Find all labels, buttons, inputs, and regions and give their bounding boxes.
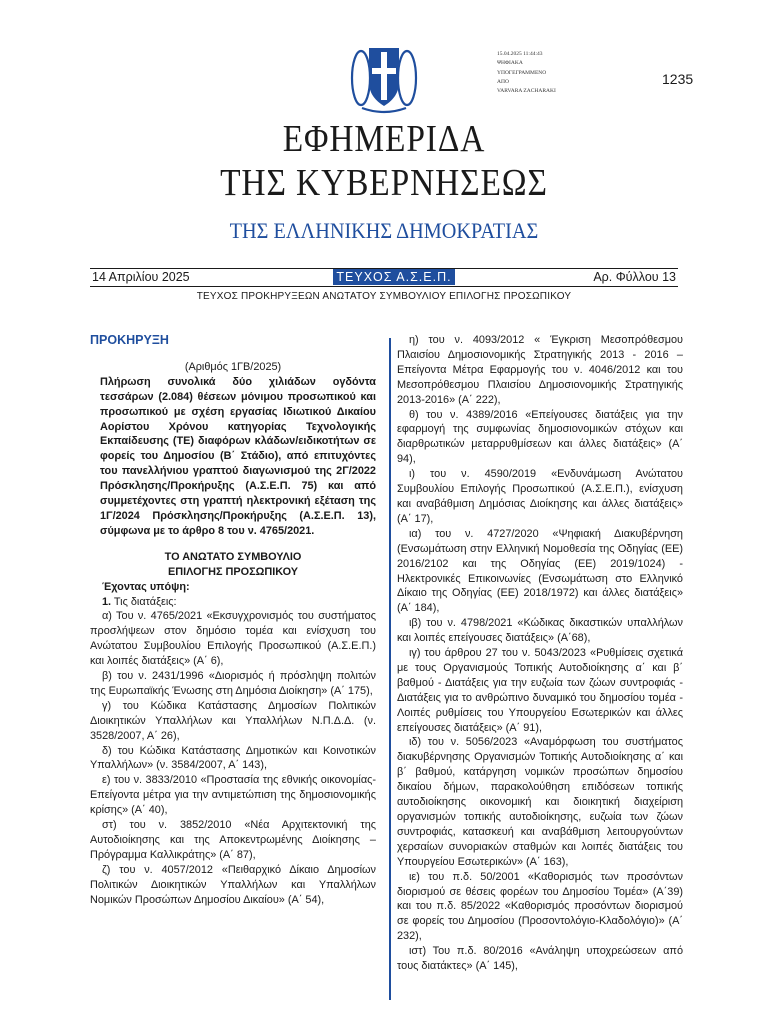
provision-paragraph: ια) του ν. 4727/2020 «Ψηφιακή Διακυβέρνηση (Ενσωμάτωση στην Ελληνική Νομοθεσία της Οδηγίας (ΕΕ) 2016/2102 και της Οδηγίας (ΕΕ) 2019/1024) - Ηλεκτρονικές Επικοινωνίες (Ενσωμάτωση στο Ελληνικό Δίκαιο της Οδηγίας (ΕΕ) 2018/1972) και άλλες διατάξεις» (Α΄ 184),: [397, 527, 683, 615]
issue-badge: ΤΕΥΧΟΣ Α.Σ.Ε.Π.: [333, 269, 455, 285]
provision-paragraph: ζ) του ν. 4057/2012 «Πειθαρχικό Δίκαιο Δημοσίων Πολιτικών Διοικητικών Υπαλλήλων και Υπαλλήλων Νομικών Προσώπων Δημοσίου Δικαίου» (Α΄ 54),: [90, 863, 376, 906]
right-column: [397, 333, 683, 974]
sheet-number: Αρ. Φύλλου 13: [593, 270, 676, 284]
gazette-subtitle: ΤΗΣ ΕΛΛΗΝΙΚΗΣ ΔΗΜΟΚΡΑΤΙΑΣ: [229, 218, 539, 243]
provision-paragraph: ιγ) του άρθρου 27 του ν. 5043/2023 «Ρυθμίσεις σχετικά με τους Οργανισμούς Τοπικής Αυτοδιοίκησης α΄ και β΄ βαθμού - Διατάξεις για την ευζωία των ζώων συντροφιάς - Διατάξεις για το ανθρώπινο δυναμικό του δημοσίου τομέα - Λοιπές ρυθμίσεις του Υπουργείου Εσωτερικών και άλλες επείγουσες διατάξεις» (Α΄ 91),: [397, 647, 683, 734]
issue-date: 14 Απριλίου 2025: [92, 270, 190, 284]
provision-paragraph: ιστ) Του π.δ. 80/2016 «Ανάληψη υποχρεώσεων από τους διατάκτες» (Α΄ 145),: [397, 945, 683, 973]
signature-line: 15.04.2025 11:44:43: [497, 51, 543, 57]
signature-line: VARVARA ZACHARAKI: [497, 88, 556, 95]
series-title: ΤΕΥΧΟΣ ΠΡΟΚΗΡΥΞΕΩΝ ΑΝΩΤΑΤΟΥ ΣΥΜΒΟΥΛΙΟΥ ΕΠΙΛΟΓΗΣ ΠΡΟΣΩΠΙΚΟΥ: [196, 291, 572, 302]
provision-paragraph: ιε) του π.δ. 50/2001 «Καθορισμός των προσόντων διορισμού σε θέσεις φορέων του Δημοσίου Τομέα» (Α΄39) και του π.δ. 85/2022 «Καθορισμός προσόντων διορισμού σε φορείς του Δημοσίου (Προσοντολόγιο-Κλαδολόγιο)» (Α΄ 232),: [397, 870, 683, 943]
national-emblem-icon: [350, 38, 418, 114]
gazette-title-line2: ΤΗΣ ΚΥΒΕΡΝΗΣΕΩΣ: [220, 162, 548, 204]
signature-line: ΑΠΟ: [497, 78, 509, 85]
provision-paragraph: β) του ν. 2431/1996 «Διορισμός ή πρόσληψη πολιτών της Ευρωπαϊκής Ένωσης στη Δημόσια Διοίκηση» (Α΄ 175),: [90, 670, 376, 697]
provision-paragraph: η) του ν. 4093/2012 « Έγκριση Μεσοπρόθεσμου Πλαισίου Δημοσιονομικής Στρατηγικής 2013 - 2016 – Επείγοντα Μέτρα Εφαρμογής του ν. 4046/2012 και του Μεσοπρόθεσμου Πλαισίου Δημοσιονομικής Στρατηγικής 2013-2016» (Α΄ 222),: [397, 334, 683, 406]
item-1-text: Τις διατάξεις:: [111, 595, 177, 608]
notice-number: (Αριθμός 1ΓΒ/2025): [184, 360, 282, 373]
provision-paragraph: ιβ) του ν. 4798/2021 «Κώδικας δικαστικών υπαλλήλων και λοιπές επείγουσες διατάξεις» (Α΄68),: [397, 617, 683, 645]
page-number: 1235: [662, 71, 694, 87]
issuer-name-line1: ΤΟ ΑΝΩΤΑΤΟ ΣΥΜΒΟΥΛΙΟ: [164, 550, 302, 563]
item-1-number: 1.: [102, 595, 112, 608]
column-divider: [389, 338, 391, 1000]
provision-paragraph: ε) του ν. 3833/2010 «Προστασία της εθνικής οικονομίας-Επείγοντα μέτρα για την αντιμετώπιση της δημοσιονομικής κρίσης» (Α΄ 40),: [90, 774, 376, 817]
considering-heading: Έχοντας υπόψη:: [102, 580, 190, 593]
provision-paragraph: α) Του ν. 4765/2021 «Εκσυγχρονισμός του συστήματος προσλήψεων στον δημόσιο τομέα και ενίσχυση του Ανώτατου Συμβουλίου Επιλογής Προσωπικού (Α.Σ.Ε.Π.) και λοιπές διατάξεις» (Α΄ 6),: [90, 610, 376, 668]
provision-paragraph: δ) του Κώδικα Κατάστασης Δημοτικών και Κοινοτικών Υπαλλήλων» (ν. 3584/2007, Α΄ 143),: [90, 744, 376, 772]
notice-summary: Πλήρωση συνολικά δύο χιλιάδων ογδόντα τεσσάρων (2.084) θέσεων μόνιμου προσωπικού και προσωπικού με σχέση εργασίας Ιδιωτικού Δικαίου Αορίστου Χρόνου κατηγορίας Τεχνολογικής Εκπαίδευσης (ΤΕ) διαφόρων κλάδων/ειδικοτήτων σε φορείς του Δημοσίου (Β΄ Στάδιο), από επιτυχόντες του πανελλήνιου γραπτού διαγωνισμού της 2Γ/2022 Πρόσκλησης/Προκήρυξης (Α.Σ.Ε.Π. 75) και από συμμετέχοντες στη γραπτή ηλεκτρονική εξέταση της 1Γ/2024 Πρόσκλησης/Προκήρυξης (Α.Σ.Ε.Π. 13), σύμφωνα με το άρθρο 8 του ν. 4765/2021.: [100, 375, 376, 537]
provision-paragraph: στ) του ν. 3852/2010 «Νέα Αρχιτεκτονική της Αυτοδιοίκησης και της Αποκεντρωμένης Διοίκησης – Πρόγραμμα Καλλικράτης» (Α΄ 87),: [90, 819, 376, 861]
provision-paragraph: ιδ) του ν. 5056/2023 «Αναμόρφωση του συστήματος διακυβέρνησης Οργανισμών Τοπικής Αυτοδιοίκησης α΄ και β΄ βαθμού, κατάργηση νομικών προσώπων δημοσίου δικαίου δήμων, παρακολούθηση επιδόσεων τοπικής αυτοδιοίκησης οικονομική και διοικητική διαχείριση οργανισμών τοπικής αυτοδιοίκησης, ευζωία των ζώων συντροφιάς, κατασκευή και αναβάθμιση λειτουργούντων χερσαίων συνοριακών σταθμών και λοιπές διατάξεις του Υπουργείου Εσωτερικών» (Α΄ 163),: [397, 736, 683, 868]
provision-paragraph: θ) του ν. 4389/2016 «Επείγουσες διατάξεις για την εφαρμογή της συμφωνίας δημοσιονομικών στόχων και διαρθρωτικών μεταρρυθμίσεων και άλλες διατάξεις» (Α΄ 94),: [397, 408, 683, 466]
issuer-name-line2: ΕΠΙΛΟΓΗΣ ΠΡΟΣΩΠΙΚΟΥ: [167, 565, 299, 578]
digital-signature-stamp: [497, 50, 607, 96]
gazette-title-line1: ΕΦΗΜΕΡΙΔΑ: [282, 118, 486, 160]
signature-line: ΥΠΟΓΕΓΡΑΜΜΕΝΟ: [497, 69, 547, 76]
provision-paragraph: γ) του Κώδικα Κατάστασης Δημοσίων Πολιτικών Διοικητικών Υπαλλήλων και Υπαλλήλων Ν.Π.Δ.Δ. (ν. 3528/2007, Α΄ 26),: [90, 699, 376, 742]
signature-line: ΨΗΦΙΑΚΑ: [497, 60, 523, 67]
notice-heading: ΠΡΟΚΗΡΥΞΗ: [90, 333, 169, 347]
provision-paragraph: ι) του ν. 4590/2019 «Ενδυνάμωση Ανώτατου Συμβουλίου Επιλογής Προσωπικού (Α.Σ.Ε.Π.), ενίσχυση και αναβάθμιση Δημόσιας Διοίκησης και άλλες διατάξεις» (Α΄ 17),: [397, 468, 683, 525]
left-column: [90, 333, 376, 908]
item-1: [90, 595, 376, 610]
